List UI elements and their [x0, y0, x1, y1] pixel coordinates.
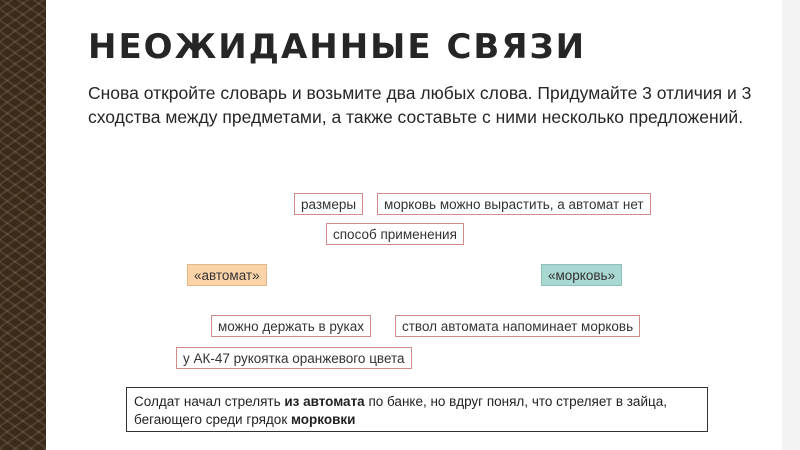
difference-box-size: размеры: [294, 193, 363, 215]
word-box-first: «автомат»: [187, 264, 267, 286]
difference-box-growable: морковь можно вырастить, а автомат нет: [377, 193, 651, 215]
example-sentence-box: [126, 387, 708, 432]
example-bold-word: из автомата: [284, 394, 365, 409]
decorative-side-band: [0, 0, 46, 450]
slide-title: НЕОЖИДАННЫЕ СВЯЗИ: [88, 27, 587, 67]
example-text-part: по банке, но вдруг понял, что стреляет в зайца, бегающего среди грядок: [134, 394, 667, 427]
similarity-box-barrel: ствол автомата напоминает морковь: [395, 315, 640, 337]
example-text-part: Солдат начал стрелять: [134, 394, 285, 409]
similarity-box-handle: у АК-47 рукоятка оранжевого цвета: [176, 347, 412, 369]
word-box-second: «морковь»: [541, 264, 622, 286]
right-margin-band: [782, 0, 800, 450]
example-bold-word: морковки: [290, 412, 356, 427]
difference-box-usage: способ применения: [326, 223, 464, 245]
slide-instructions: Снова откройте словарь и возьмите два любых слова. Придумайте 3 отличия и 3 сходства между предметами, а также составьте с ними несколько предложений.: [88, 83, 752, 127]
similarity-box-hold: можно держать в руках: [211, 315, 371, 337]
